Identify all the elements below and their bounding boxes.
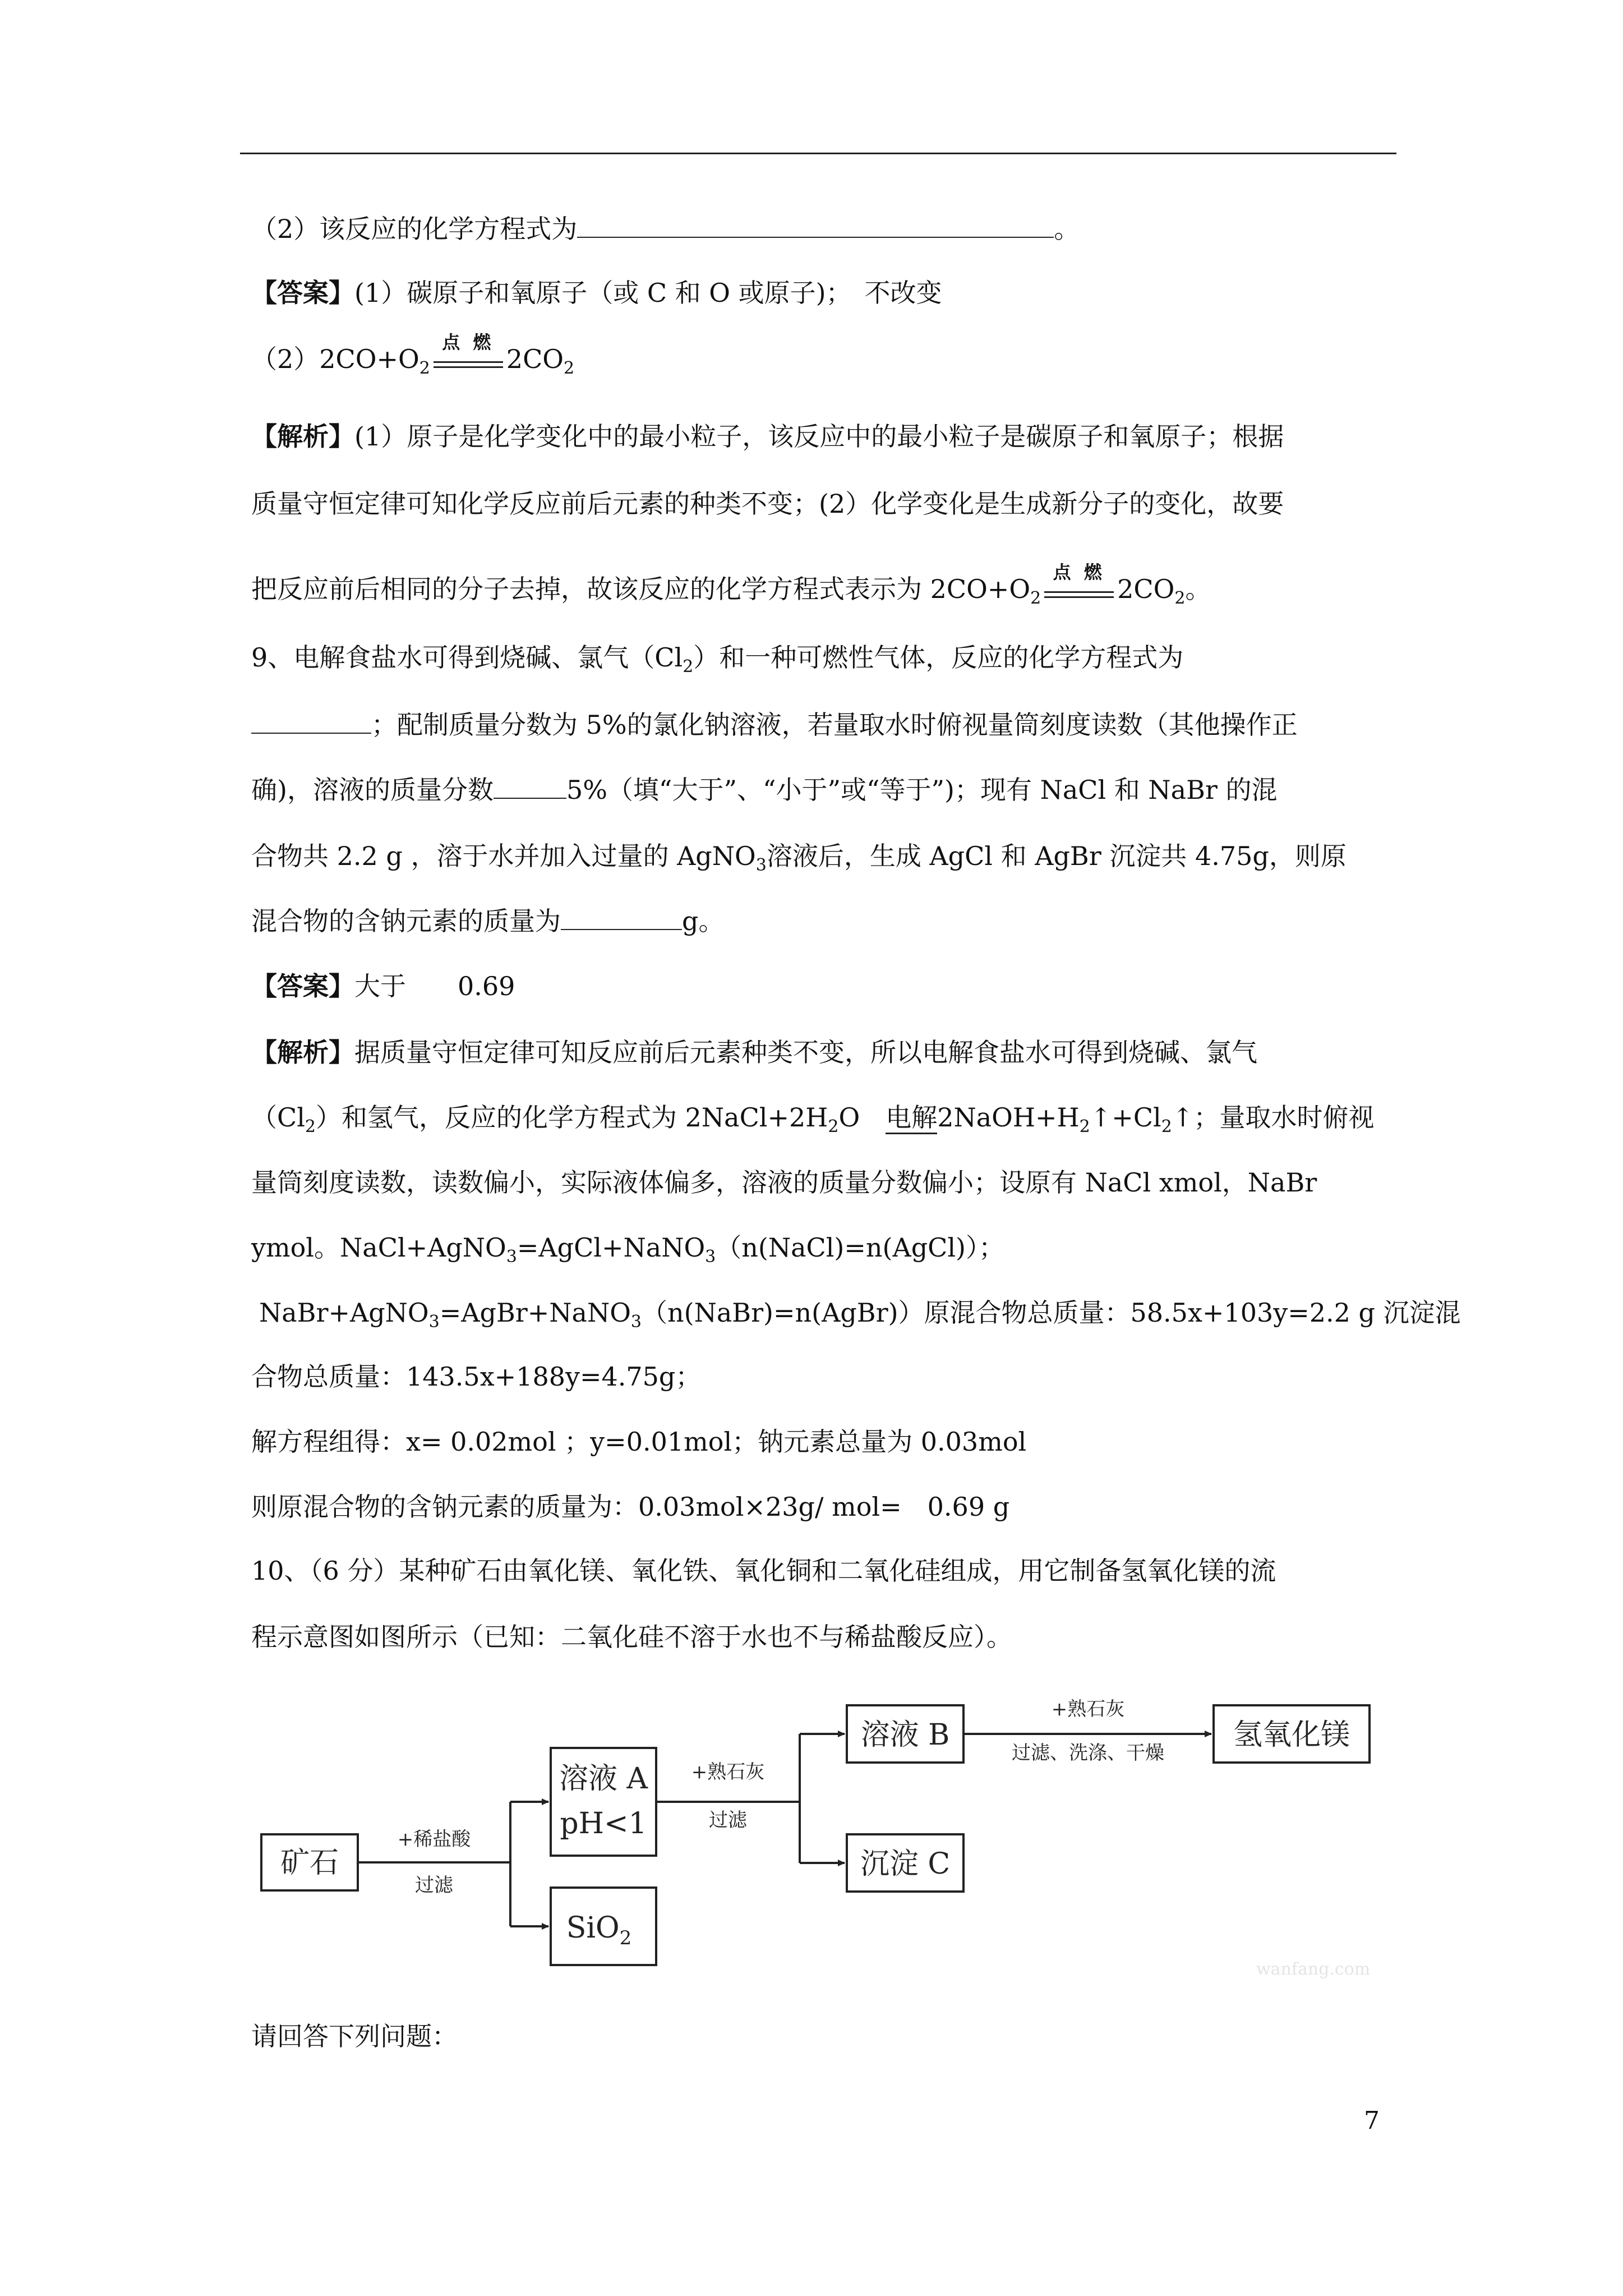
solution-b-label: 溶液 B bbox=[860, 1718, 950, 1752]
reaction-condition: 点 燃 bbox=[1044, 581, 1114, 598]
q8-analysis-line-2: 质量守恒定律可知化学反应前后元素的种类不变；(2）化学变化是生成新分子的变化，故要 bbox=[251, 489, 1284, 519]
q8-answer-equation: $(2)2CO+O_2$ 点 燃 $2CO_2$ bbox=[251, 332, 575, 378]
q10-line-2: 程示意图如图所示（已知：二氧化硅不溶于水也不与稀盐酸反应）。 bbox=[251, 1622, 1012, 1652]
reaction-condition: 点 燃 bbox=[434, 351, 503, 368]
sio2-label: SiO$_2$ bbox=[566, 1911, 632, 1949]
q9-answer: 【答案】大于 0.69 bbox=[251, 971, 515, 1001]
q9-line-1: 9、电解食盐水可得到烧碱、氯气$(Cl_2)$和一种可燃性气体，反应的化学方程式为 bbox=[251, 642, 1184, 677]
electrolysis-condition: 电解 bbox=[886, 1102, 937, 1134]
step-filter-1: 过滤 bbox=[415, 1874, 453, 1897]
q9-analysis-line-4: ymol。NaCl+AgNO$_3$=AgCl+NaNO$_3$（n(NaCl)=n(AgCl)）； bbox=[251, 1232, 1005, 1267]
q8-part2: （2）该反应的化学方程式为 。 bbox=[251, 212, 1080, 246]
q9-analysis-line-1: 【解析】据质量守恒定律可知反应前后元素种类不变，所以电解食盐水可得到烧碱、氯气 bbox=[251, 1037, 1257, 1068]
watermark: wanfang.com bbox=[1256, 1959, 1371, 1979]
q8-analysis-line-3: 把反应前后相同的分子去掉，故该反应的化学方程式表示为 $2CO+O_2$ 点 燃 $2CO_2$。 bbox=[251, 562, 1211, 608]
q9-analysis-line-2: $(Cl_2)$和氢气，反应的化学方程式为 $2NaCl+2H_2O$ 电解$2NaOH+H_2↑+Cl_2↑$；量取水时俯视 bbox=[251, 1102, 1375, 1137]
q9-line-4: 合物共 2.2 g ，溶于水并加入过量的 AgNO$_3$溶液后，生成 AgCl 和 AgBr 沉淀共 4.75g，则原 bbox=[251, 841, 1347, 875]
product-label: 氢氧化镁 bbox=[1233, 1718, 1350, 1752]
q8-analysis-line-1: 【解析】(1）原子是化学变化中的最小粒子，该反应中的最小粒子是碳原子和氧原子；根据 bbox=[251, 421, 1284, 452]
q9-line-2: ；配制质量分数为 5%的氯化钠溶液，若量取水时俯视量筒刻度读数（其他操作正 bbox=[251, 708, 1298, 742]
q9-analysis-line-8: 则原混合物的含钠元素的质量为：0.03mol×23g/ mol= 0.69 g bbox=[251, 1492, 1010, 1522]
reagent-lime-2: +熟石灰 bbox=[1051, 1698, 1125, 1720]
q8-answer: 【答案】(1）碳原子和氧原子（或 C 和 O 或原子)； 不改变 bbox=[251, 278, 942, 308]
step-filter-wash-dry: 过滤、洗涤、干燥 bbox=[1012, 1742, 1164, 1764]
q9-analysis-line-6: 合物总质量：143.5x+188y=4.75g； bbox=[251, 1361, 702, 1392]
step-filter-2: 过滤 bbox=[709, 1809, 747, 1832]
ore-label: 矿石 bbox=[280, 1846, 339, 1880]
page-number: 7 bbox=[1364, 2106, 1380, 2135]
q9-analysis-line-5: NaBr+AgNO$_3$=AgBr+NaNO$_3$（n(NaBr)=n(AgBr)）原混合物总质量：58.5x+103y=2.2 g 沉淀混 bbox=[259, 1297, 1461, 1332]
solution-a-label: 溶液 A bbox=[559, 1762, 648, 1796]
q9-line-3: 确)，溶液的质量分数 5%（填“大于”、“小于”或“等于”)；现有 NaCl 和 NaBr 的混 bbox=[251, 773, 1278, 807]
solution-a-ph: pH<1 bbox=[560, 1807, 647, 1841]
q10-line-1: 10、（6 分）某种矿石由氧化镁、氧化铁、氧化铜和二氧化硅组成，用它制备氢氧化镁的流 bbox=[251, 1556, 1276, 1586]
q9-line-5: 混合物的含钠元素的质量为 g。 bbox=[251, 904, 724, 938]
reagent-lime-1: +熟石灰 bbox=[691, 1761, 765, 1783]
q10-prompt: 请回答下列问题： bbox=[251, 2021, 458, 2051]
reagent-hcl: +稀盐酸 bbox=[397, 1828, 471, 1851]
q9-analysis-line-7: 解方程组得：x= 0.02mol ；y=0.01mol；钠元素总量为 0.03mol bbox=[251, 1427, 1027, 1457]
q9-analysis-line-3: 量筒刻度读数，读数偏小，实际液体偏多，溶液的质量分数偏小；设原有 NaCl xmol，NaBr bbox=[251, 1167, 1317, 1198]
precipitate-c-label: 沉淀 C bbox=[860, 1847, 951, 1881]
